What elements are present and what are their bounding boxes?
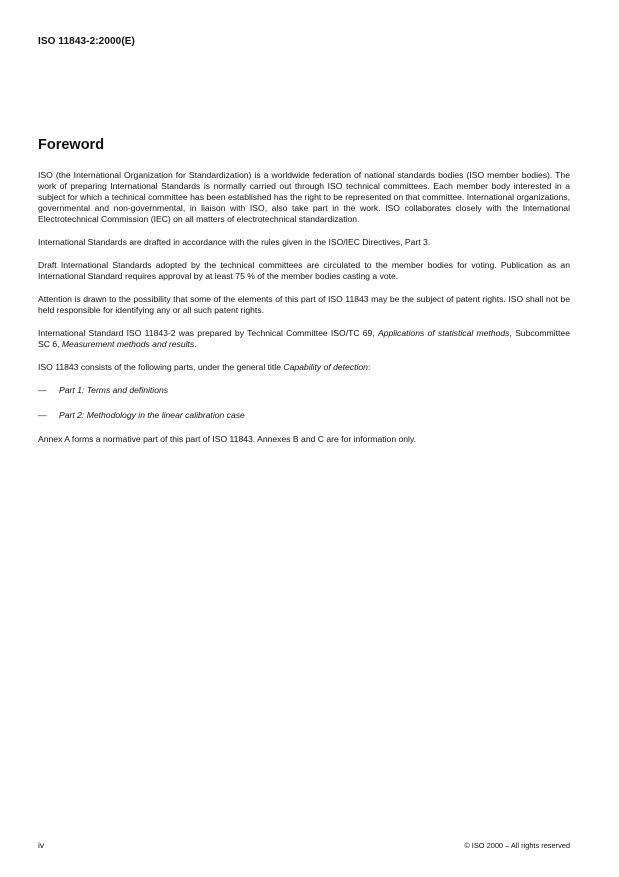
document-code-header: ISO 11843-2:2000(E) xyxy=(38,36,135,47)
foreword-heading: Foreword xyxy=(38,137,105,153)
paragraph-patent-rights: Attention is drawn to the possibility that some of the elements of this part of ISO 11843 may be the subject of patent rights. ISO shall not be held responsible for identifying any or all such patent rights. xyxy=(38,294,570,316)
parts-intro-text: ISO 11843 consists of the following parts, under the general title xyxy=(38,362,284,373)
list-dash: — xyxy=(38,385,47,395)
committee-text-1: International Standard ISO 11843-2 was prepared by Technical Committee ISO/TC 69, xyxy=(38,328,378,339)
paragraph-committee xyxy=(38,328,570,350)
paragraph-iso-intro: ISO (the International Organization for Standardization) is a worldwide federation of national standards bodies (ISO member bodies). The work of preparing International Standards is normally carried out through ISO technical committees. Each member body interested in a subject for which a technical committee has been established has the right to be represented on that committee. International organizations, governmental and non-governmental, in liaison with ISO, also take part in the work. ISO collaborates closely with the International Electrotechnical Commission (IEC) on all matters of electrotechnical standardization. xyxy=(38,170,570,225)
paragraph-drafting-rules: International Standards are drafted in accordance with the rules given in the ISO/IEC Directives, Part 3. xyxy=(38,237,431,248)
part-1-title: Part 1: Terms and definitions xyxy=(59,385,169,395)
foreword-body xyxy=(38,170,570,457)
copyright-notice: © ISO 2000 – All rights reserved xyxy=(464,841,570,850)
list-item-part-1 xyxy=(38,385,570,396)
paragraph-annexes: Annex A forms a normative part of this part of ISO 11843. Annexes B and C are for information only. xyxy=(38,434,417,445)
committee-title-italic: Applications of statistical methods xyxy=(377,328,510,339)
committee-text-2: , Subcommittee SC 6, xyxy=(38,328,570,350)
page-number: iv xyxy=(38,840,45,850)
list-dash: — xyxy=(38,409,47,420)
list-item-part-2 xyxy=(38,410,570,421)
subcommittee-title-italic: Measurement methods and results xyxy=(61,339,195,350)
paragraph-voting: Draft International Standards adopted by the technical committees are circulated to the member bodies for voting. Publication as an International Standard requires approval by at least 75 % of the member bodies casting a vote. xyxy=(38,260,570,282)
paragraph-parts-intro xyxy=(38,362,570,373)
committee-text-3: . xyxy=(194,339,197,350)
parts-intro-colon: : xyxy=(367,362,371,373)
part-2-title: Part 2: Methodology in the linear calibration case xyxy=(59,409,245,420)
general-title-italic: Capability of detection xyxy=(283,362,368,373)
